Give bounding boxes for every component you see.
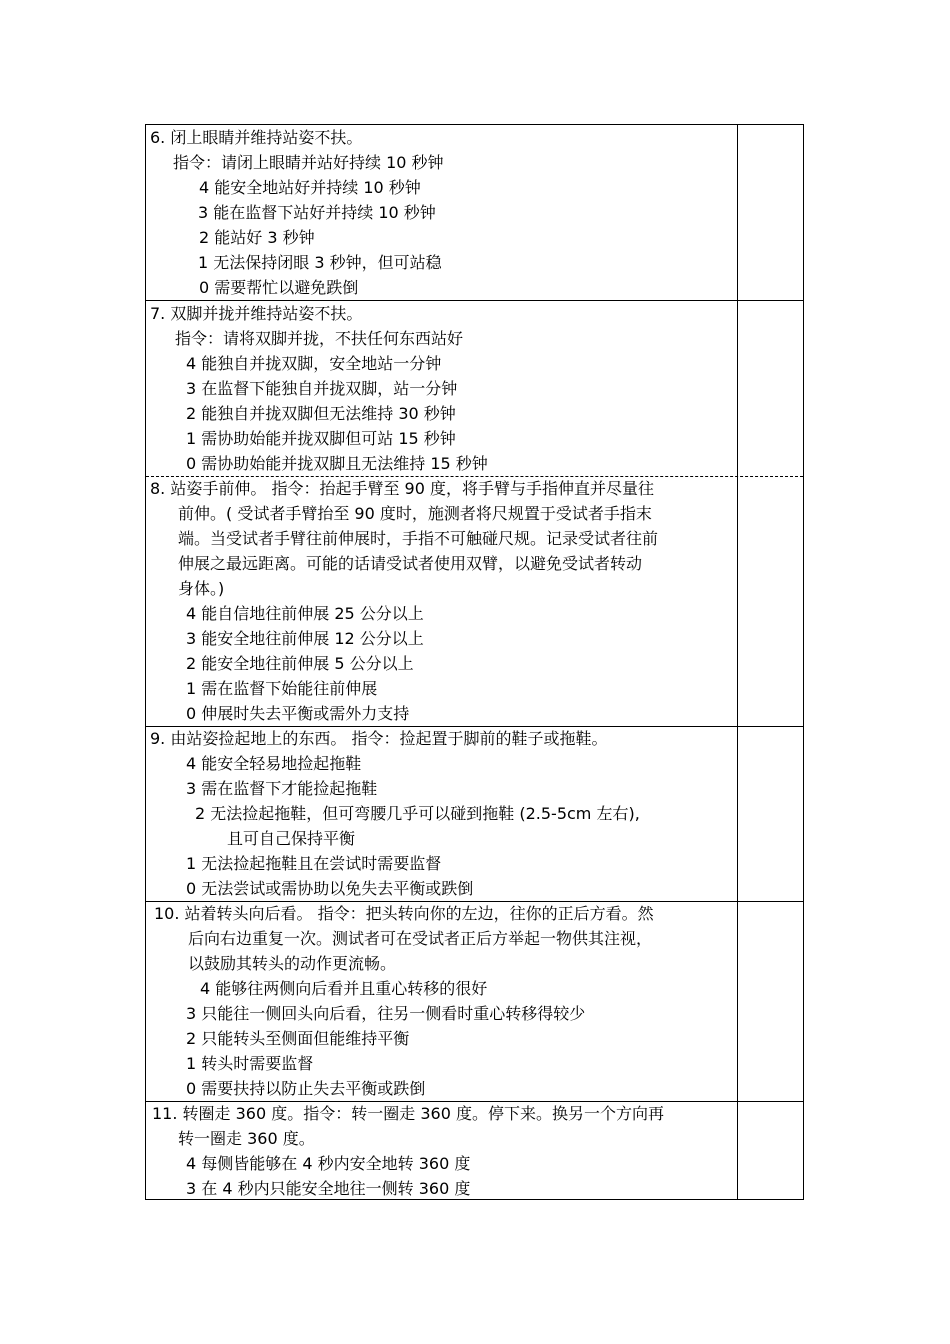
item-8-score-4: 4 能自信地往前伸展 25 公分以上: [186, 604, 424, 623]
item-6-score-1: 1 无法保持闭眼 3 秒钟，但可站稳: [198, 253, 442, 272]
item-10-cell: [146, 901, 737, 1101]
item-6-score-2: 2 能站好 3 秒钟: [199, 228, 315, 247]
item-8-score-3: 3 能安全地往前伸展 12 公分以上: [186, 629, 424, 648]
item-7-score-4: 4 能独自并拢双脚，安全地站一分钟: [186, 354, 442, 373]
item-8-text-line: 身体。): [178, 579, 225, 598]
item-10-score-2: 2 只能转头至侧面但能维持平衡: [186, 1029, 410, 1048]
item-9-cell: [146, 726, 737, 901]
item-11-title: 11. 转圈走 360 度。指令：转一圈走 360 度。停下来。换另一个方向再: [152, 1104, 664, 1123]
item-6-instruction: 指令：请闭上眼睛并站好持续 10 秒钟: [173, 153, 444, 172]
item-8-text-line: 端。当受试者手臂往前伸展时，手指不可触碰尺规。记录受试者往前: [178, 529, 659, 548]
item-8-score-0: 0 伸展时失去平衡或需外力支持: [186, 704, 410, 723]
item-10-text-line: 以鼓励其转头的动作更流畅。: [188, 954, 397, 973]
item-9-score-2: 2 无法捡起拖鞋，但可弯腰几乎可以碰到拖鞋 (2.5-5cm 左右),: [195, 804, 640, 823]
score-column-divider: [737, 125, 738, 1199]
item-6-score-3: 3 能在监督下站好并持续 10 秒钟: [198, 203, 436, 222]
item-8-score-1: 1 需在监督下始能往前伸展: [186, 679, 378, 698]
item-6-score-4: 4 能安全地站好并持续 10 秒钟: [199, 178, 421, 197]
item-7-score-2: 2 能独自并拢双脚但无法维持 30 秒钟: [186, 404, 456, 423]
item-8-score-2: 2 能安全地往前伸展 5 公分以上: [186, 654, 414, 673]
item-11-text-line: 转一圈走 360 度。: [178, 1129, 315, 1148]
item-7-title: 7. 双脚并拢并维持站姿不扶。: [150, 304, 363, 323]
item-8-title: 8. 站姿手前伸。 指令：抬起手臂至 90 度，将手臂与手指伸直并尽量往: [150, 479, 654, 498]
item-11-cell: [146, 1101, 737, 1201]
item-10-text-line: 后向右边重复一次。测试者可在受试者正后方举起一物供其注视，: [188, 929, 653, 948]
item-10-score-3: 3 只能往一侧回头向后看，往另一侧看时重心转移得较少: [186, 1004, 586, 1023]
item-10-score-0: 0 需要扶持以防止失去平衡或跌倒: [186, 1079, 426, 1098]
item-7-score-3: 3 在监督下能独自并拢双脚，站一分钟: [186, 379, 458, 398]
item-9-title: 9. 由站姿捡起地上的东西。 指令：捡起置于脚前的鞋子或拖鞋。: [150, 729, 608, 748]
item-9-score-4: 4 能安全轻易地捡起拖鞋: [186, 754, 362, 773]
item-9-score-1: 1 无法捡起拖鞋且在尝试时需要监督: [186, 854, 442, 873]
item-10-title: 10. 站着转头向后看。 指令：把头转向你的左边，往你的正后方看。然: [154, 904, 654, 923]
item-6-score-0: 0 需要帮忙以避免跌倒: [199, 278, 359, 297]
item-8-text-line: 伸展之最远距离。可能的话请受试者使用双臂，以避免受试者转动: [178, 554, 643, 573]
item-9-score-0: 0 无法尝试或需协助以免失去平衡或跌倒: [186, 879, 474, 898]
item-7-cell: [146, 301, 737, 476]
item-8-text-line: 前伸。( 受试者手臂抬至 90 度时，施测者将尺规置于受试者手指末: [178, 504, 652, 523]
item-11-score-4: 4 每侧皆能够在 4 秒内安全地转 360 度: [186, 1154, 471, 1173]
assessment-table: [145, 124, 804, 1200]
item-8-cell: [146, 476, 737, 726]
item-7-instruction: 指令：请将双脚并拢，不扶任何东西站好: [175, 329, 464, 348]
item-9-score-2-cont: 且可自己保持平衡: [227, 829, 356, 848]
item-9-score-3: 3 需在监督下才能捡起拖鞋: [186, 779, 378, 798]
item-11-score-3: 3 在 4 秒内只能安全地往一侧转 360 度: [186, 1179, 471, 1198]
item-7-score-0: 0 需协助始能并拢双脚且无法维持 15 秒钟: [186, 454, 488, 473]
item-10-score-1: 1 转头时需要监督: [186, 1054, 314, 1073]
item-10-score-4: 4 能够往两侧向后看并且重心转移的很好: [200, 979, 488, 998]
item-7-score-1: 1 需协助始能并拢双脚但可站 15 秒钟: [186, 429, 456, 448]
item-6-title: 6. 闭上眼睛并维持站姿不扶。: [150, 128, 363, 147]
